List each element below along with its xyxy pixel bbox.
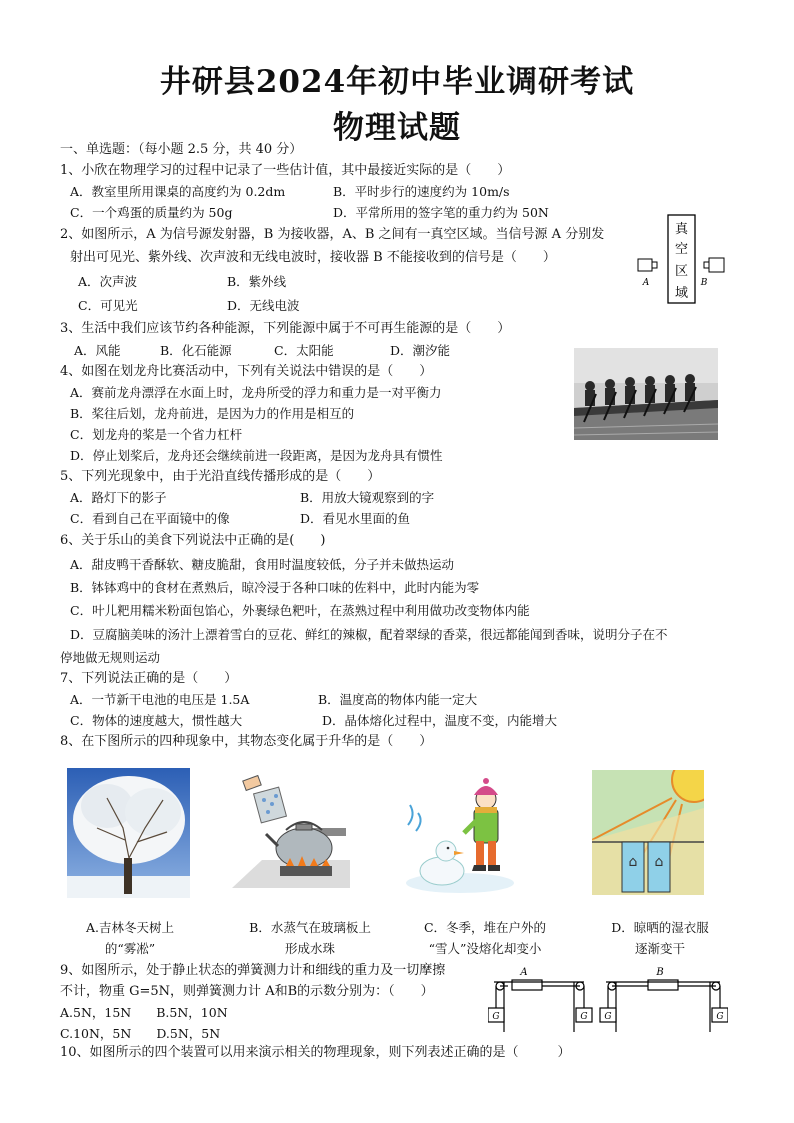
q4-option-c: C．划龙舟的桨是一个省力杠杆 (70, 427, 243, 442)
q8-caption-b-line2: 形成水珠 (284, 941, 335, 956)
q2-stem-line1: 2、如图所示，A 为信号源发射器，B 为接收器，A、B 之间有一真空区域。当信号源 A 分别发 (60, 227, 605, 242)
setup-b (600, 980, 728, 1032)
scale-b-label: B (656, 967, 664, 978)
q8-image-drying-clothes (592, 770, 704, 895)
q4-option-a: A．赛前龙舟漂浮在水面上时，龙舟所受的浮力和重力是一对平衡力 (70, 385, 442, 400)
q10-stem: 10、如图所示的四个装置可以用来演示相关的物理现象，则下列表述正确的是（ ） (60, 1045, 571, 1060)
q9-stem-line1: 9、如图所示，处于静止状态的弹簧测力计和细线的重力及一切摩擦 (60, 963, 446, 978)
receiver-b-label: B (700, 278, 708, 288)
weight-g-right-2: G (716, 1012, 724, 1022)
q1-option-c: C．一个鸡蛋的质量约为 50g (70, 205, 233, 220)
q8-caption-c-line1: C．冬季，堆在户外的 (423, 920, 547, 935)
q8-image-kettle (232, 768, 350, 893)
q1-option-d: D．平常所用的签字笔的重力约为 50N (333, 205, 549, 220)
q9-spring-scale-figure (488, 962, 728, 1034)
weight-g-left-2: G (580, 1012, 588, 1022)
q4-option-d: D．停止划桨后，龙舟还会继续前进一段距离，是因为龙舟具有惯性 (70, 448, 443, 463)
weight-g-left-1: G (492, 1012, 500, 1022)
q9-options-ab: A.5N，15N B.5N，10N (60, 1005, 228, 1020)
q2-option-b: B．紫外线 (227, 274, 287, 289)
q5-stem: 5、下列光现象中，由于光沿直线传播形成的是（ ） (60, 469, 381, 484)
q3-stem: 3、生活中我们应该节约各种能源，下列能源中属于不可再生能源的是（ ） (60, 321, 511, 336)
q7-option-a: A．一节新干电池的电压是 1.5A (70, 692, 250, 707)
q5-option-b: B．用放大镜观察到的字 (300, 490, 435, 505)
q6-option-b: B．钵钵鸡中的食材在煮熟后，晾冷浸于各种口味的佐料中，此时内能为零 (70, 580, 480, 595)
q9-stem-line2: 不计，物重 G=5N，则弹簧测力计 A和B的示数分别为：（ ） (60, 984, 434, 999)
setup-a (488, 980, 592, 1032)
q5-option-d: D．看见水里面的鱼 (300, 511, 411, 526)
q2-option-c: C．可见光 (78, 298, 138, 313)
section-heading: 一、单选题：（每小题 2.5 分，共 40 分） (60, 142, 303, 157)
q8-caption-a-line1: A.吉林冬天树上 (85, 920, 174, 935)
q3-option-a: A．风能 (74, 343, 121, 358)
exam-subtitle: 物理试题 (333, 110, 461, 146)
q1-option-b: B．平时步行的速度约为 10m/s (333, 184, 510, 199)
q8-caption-c-line2: “雪人”没熔化却变小 (428, 941, 542, 956)
receiver-b (709, 258, 724, 272)
q2-option-d: D．无线电波 (227, 298, 300, 313)
q8-caption-b-line1: B．水蒸气在玻璃板上 (249, 920, 371, 935)
q3-option-c: C．太阳能 (274, 343, 334, 358)
q2-stem-line2: 射出可见光、紫外线、次声波和无线电波时，接收器 B 不能接收到的信号是（ ） (70, 250, 556, 265)
q5-option-c: C．看到自己在平面镜中的像 (70, 511, 230, 526)
q7-option-d: D．晶体熔化过程中，温度不变，内能增大 (322, 713, 558, 728)
weight-g-right-1: G (604, 1012, 612, 1022)
q5-option-a: A．路灯下的影子 (70, 490, 167, 505)
q1-option-a: A．教室里所用课桌的高度约为 0.2dm (70, 184, 286, 199)
q3-option-d: D．潮汐能 (390, 343, 451, 358)
q4-option-b: B．桨往后划，龙舟前进，是因为力的作用是相互的 (70, 406, 355, 421)
q6-stem: 6、关于乐山的美食下列说法中正确的是( ) (60, 533, 326, 548)
q8-caption-d-line1: D．晾晒的湿衣服 (611, 920, 709, 935)
q6-option-d-line2: 停地做无规则运动 (60, 650, 161, 665)
exam-title: 井研县2024年初中毕业调研考试 (159, 64, 635, 100)
svg-text:⌂: ⌂ (628, 854, 638, 870)
svg-text:⌂: ⌂ (654, 854, 664, 870)
vacuum-char-3: 区 (674, 264, 689, 279)
vacuum-char-1: 真 (674, 222, 689, 237)
q1-stem: 1、小欣在物理学习的过程中记录了一些估计值，其中最接近实际的是（ ） (60, 163, 511, 178)
dragon-boat-photo (574, 348, 718, 440)
q7-option-c: C．物体的速度越大，惯性越大 (70, 713, 243, 728)
q7-option-b: B．温度高的物体内能一定大 (318, 692, 478, 707)
q8-caption-a-line2: 的“雾凇” (104, 941, 156, 956)
q8-stem: 8、在下图所示的四种现象中，其物态变化属于升华的是（ ） (60, 734, 433, 749)
q6-option-c: C．叶儿粑用糯米粉面包馅心，外裹绿色粑叶，在蒸熟过程中利用做功改变物体内能 (70, 603, 530, 618)
transmitter-a-label: A (642, 278, 650, 288)
q9-options-cd: C.10N，5N D.5N，5N (60, 1026, 221, 1041)
q2-vacuum-figure (632, 213, 732, 305)
q8-image-rime-tree (67, 768, 190, 898)
q6-option-d-line1: D．豆腐脑美味的汤汁上漂着雪白的豆花、鲜红的辣椒，配着翠绿的香菜，很远都能闻到香味，说明分子在不 (70, 627, 668, 642)
q6-option-a: A．甜皮鸭干香酥软、糖皮脆甜，食用时温度较低，分子并未做热运动 (70, 557, 455, 572)
q2-option-a: A．次声波 (78, 274, 138, 289)
q8-caption-d-line2: 逐渐变干 (634, 941, 685, 956)
scale-a-label: A (520, 967, 528, 978)
q7-stem: 7、下列说法正确的是（ ） (60, 671, 238, 686)
q8-image-snowman (402, 775, 520, 895)
vacuum-char-2: 空 (674, 242, 689, 257)
vacuum-char-4: 域 (674, 286, 689, 301)
q4-stem: 4、如图在划龙舟比赛活动中，下列有关说法中错误的是（ ） (60, 364, 433, 379)
transmitter-a (638, 259, 652, 271)
q3-option-b: B．化石能源 (160, 343, 232, 358)
